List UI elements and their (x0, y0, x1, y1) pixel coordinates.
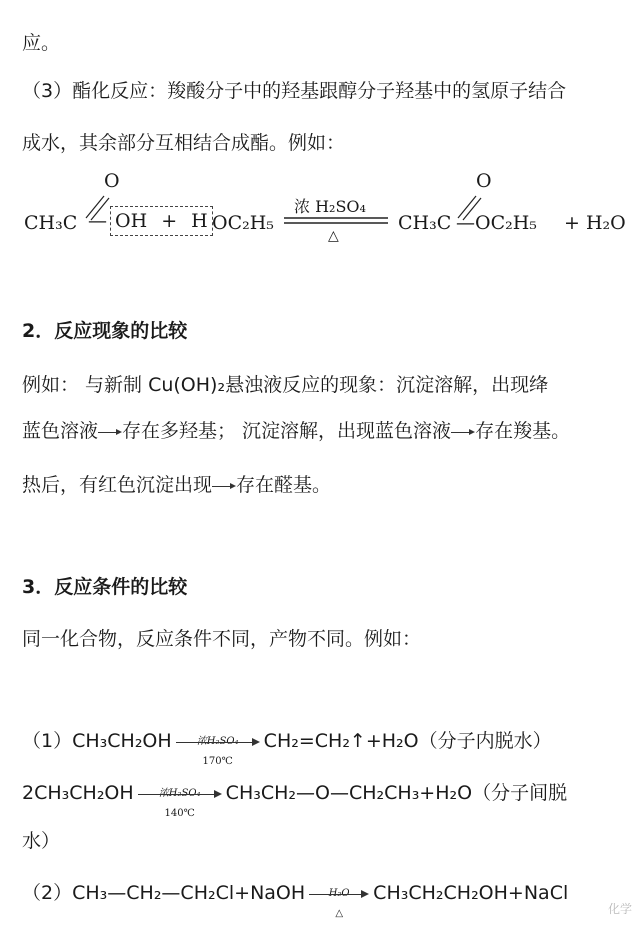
reaction-2: 2CH₃CH₂OH 浓H₂SO₄ 140℃ CH₃CH₂—O—CH₂CH₃+H₂O（分子间脱 (22, 776, 567, 811)
text-line: 同一化合物，反应条件不同，产物不同。例如： (22, 628, 422, 650)
hydroxyl-box: OH + H (110, 206, 213, 236)
text-line: 成水，其余部分互相结合成酯。例如： (22, 132, 346, 154)
condition-bottom: △ (328, 228, 339, 244)
ch3c-group-product: CH₃C (398, 212, 452, 234)
condition-top: 浓 H₂SO₄ (294, 197, 366, 216)
text-line: 应。 (22, 32, 61, 54)
condition-arrow: 浓H₂SO₄ 140℃ (138, 777, 222, 811)
condition-arrow: 浓H₂SO₄ 170℃ (176, 725, 260, 759)
arrow-icon (451, 426, 475, 438)
equilibrium-arrow (284, 214, 390, 228)
arrow-icon (98, 426, 122, 438)
text-line: 蓝色溶液 存在多羟基； 沉淀溶解，出现蓝色溶液 存在羧基。 (22, 420, 571, 442)
text-line: （3）酯化反应：羧酸分子中的羟基跟醇分子羟基中的氢原子结合 (22, 80, 567, 102)
reaction-3: （2）CH₃—CH₂—CH₂Cl+NaOH H₂O △ CH₃CH₂CH₂OH+NaCl (22, 876, 568, 911)
oc2h5-group: OC₂H₅ (212, 212, 274, 234)
text-line: 例如： 与新制 Cu(OH)₂悬浊液反应的现象：沉淀溶解，出现绛 (22, 374, 549, 396)
text-line: 水） (22, 830, 61, 852)
carbonyl-oxygen: O (104, 170, 120, 192)
arrow-icon (212, 480, 236, 492)
esterification-equation (24, 170, 634, 250)
text-line: 热后，有红色沉淀出现 存在醛基。 (22, 474, 332, 496)
section-heading: 3．反应条件的比较 (22, 576, 188, 598)
reaction-1: （1）CH₃CH₂OH 浓H₂SO₄ 170℃ CH₂=CH₂↑+H₂O（分子内脱水） (22, 724, 552, 759)
condition-arrow: H₂O △ (309, 877, 369, 911)
carbonyl-oxygen-product: O (476, 170, 492, 192)
water-product: + H₂O (564, 212, 626, 234)
watermark: 化学 (607, 902, 632, 916)
ch3c-group: CH₃C (24, 212, 78, 234)
oc2h5-product: —OC₂H₅ (456, 212, 537, 234)
bond-dash: — (88, 210, 107, 232)
section-heading: 2．反应现象的比较 (22, 320, 188, 342)
